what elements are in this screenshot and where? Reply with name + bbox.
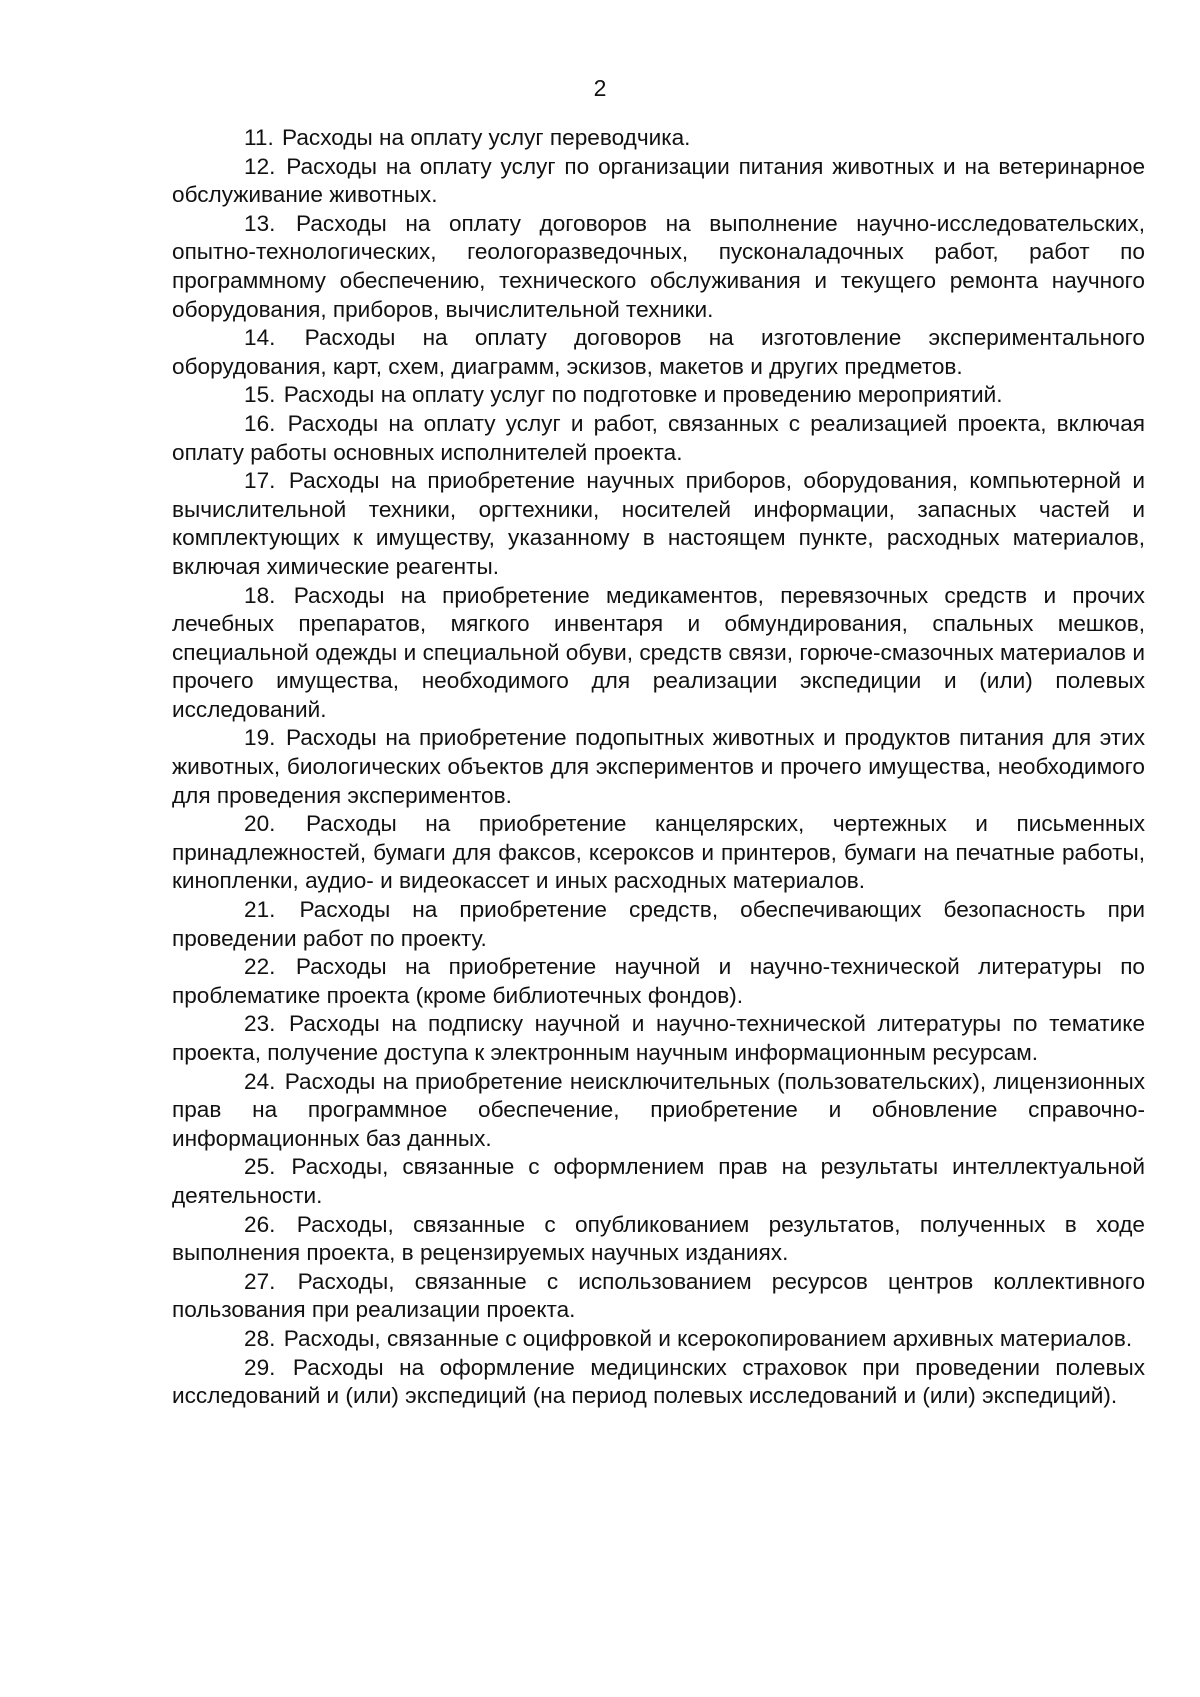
- list-item: [172, 896, 1145, 953]
- item-number: 13.: [244, 210, 276, 236]
- list-item: [172, 381, 1145, 410]
- item-text: Расходы на приобретение научной и научно-технической литературы по проблематике проекта (кроме библиотечных фондов).: [172, 954, 1145, 1008]
- list-item: [172, 1068, 1145, 1154]
- list-item: [172, 1325, 1145, 1354]
- item-text: Расходы на приобретение средств, обеспечивающих безопасность при проведении работ по проекту.: [172, 897, 1145, 951]
- item-text: Расходы, связанные с оформлением прав на результаты интеллектуальной деятельности.: [172, 1154, 1145, 1208]
- item-text: Расходы на приобретение медикаментов, перевязочных средств и прочих лечебных препаратов, мягкого инвентаря и обмундирования, спальных мешков, специальной одежды и специальной обуви, средств связи, горюче-смазочных материалов и прочего имущества, необходимого для реализации экспедиции и (или) полевых исследований.: [172, 582, 1145, 722]
- item-number: 23.: [244, 1011, 276, 1037]
- list-item: [172, 153, 1145, 210]
- item-number: 21.: [244, 897, 276, 923]
- item-text: Расходы, связанные с использованием ресурсов центров коллективного пользования при реализации проекта.: [172, 1268, 1146, 1323]
- item-number: 17.: [244, 468, 276, 494]
- item-text: Расходы на оплату услуг по организации питания животных и на ветеринарное обслуживание животных.: [172, 153, 1146, 208]
- item-number: 16.: [244, 410, 276, 436]
- item-text: Расходы на оформление медицинских страховок при проведении полевых исследований и (или) экспедиций (на период полевых исследований и (или) экспедиций).: [172, 1354, 1145, 1409]
- list-item: [172, 467, 1145, 581]
- list-item: [172, 953, 1145, 1010]
- item-text: Расходы на оплату договоров на изготовление экспериментального оборудования, карт, схем, диаграмм, эскизов, макетов и других предметов.: [172, 325, 1145, 379]
- expense-list: [172, 124, 1145, 1411]
- item-text: Расходы, связанные с опубликованием результатов, полученных в ходе выполнения проекта, в рецензируемых научных изданиях.: [172, 1211, 1145, 1266]
- item-number: 20.: [244, 811, 276, 837]
- item-text: Расходы, связанные с оцифровкой и ксерокопированием архивных материалов.: [283, 1325, 1133, 1351]
- item-number: 18.: [244, 582, 276, 608]
- item-number: 25.: [244, 1154, 276, 1180]
- item-text: Расходы на подписку научной и научно-технической литературы по тематике проекта, получение доступа к электронным научным информационным ресурсам.: [172, 1011, 1146, 1065]
- item-number: 22.: [244, 954, 276, 980]
- item-number: 19.: [244, 725, 276, 751]
- item-number: 11.: [244, 125, 274, 150]
- page-number: 2: [593, 75, 607, 101]
- item-text: Расходы на приобретение неисключительных (пользовательских), лицензионных прав на программное обеспечение, приобретение и обновление справочно-информационных баз данных.: [172, 1068, 1145, 1151]
- list-item: [172, 210, 1145, 324]
- item-number: 26.: [244, 1211, 276, 1237]
- list-item: [172, 1211, 1145, 1268]
- item-number: 29.: [244, 1354, 276, 1380]
- list-item: [172, 582, 1145, 725]
- item-text: Расходы на оплату договоров на выполнение научно-исследовательских, опытно-технологических, геологоразведочных, пусконаладочных работ, работ по программному обеспечению, технического обслуживания и текущего ремонта научного оборудования, приборов, вычислительной техники.: [172, 210, 1146, 322]
- item-number: 12.: [244, 153, 276, 179]
- list-item: [172, 1268, 1145, 1325]
- item-text: Расходы на оплату услуг и работ, связанных с реализацией проекта, включая оплату работы основных исполнителей проекта.: [172, 410, 1146, 465]
- item-text: Расходы на приобретение научных приборов, оборудования, компьютерной и вычислительной техники, оргтехники, носителей информации, запасных частей и комплектующих к имуществу, указанному в настоящем пункте, расходных материалов, включая химические реагенты.: [172, 468, 1145, 579]
- item-text: Расходы на оплату услуг по подготовке и проведению мероприятий.: [283, 382, 1003, 408]
- item-number: 24.: [244, 1068, 276, 1094]
- item-text: Расходы на оплату услуг переводчика.: [282, 125, 691, 150]
- item-text: Расходы на приобретение канцелярских, чертежных и письменных принадлежностей, бумаги для факсов, ксероксов и принтеров, бумаги на печатные работы, кинопленки, аудио- и видеокассет и иных расходных материалов.: [172, 811, 1145, 894]
- list-item: [172, 724, 1145, 810]
- item-number: 14.: [244, 325, 276, 351]
- item-text: Расходы на приобретение подопытных животных и продуктов питания для этих животных, биологических объектов для экспериментов и прочего имущества, необходимого для проведения экспериментов.: [172, 725, 1145, 808]
- list-item: [172, 124, 1145, 153]
- list-item: [172, 410, 1145, 467]
- list-item: [172, 1010, 1145, 1067]
- list-item: [172, 324, 1145, 381]
- item-number: 15.: [244, 382, 276, 408]
- list-item: [172, 1153, 1145, 1210]
- item-number: 28.: [244, 1325, 276, 1351]
- list-item: [172, 1354, 1145, 1411]
- list-item: [172, 810, 1145, 896]
- item-number: 27.: [244, 1268, 276, 1294]
